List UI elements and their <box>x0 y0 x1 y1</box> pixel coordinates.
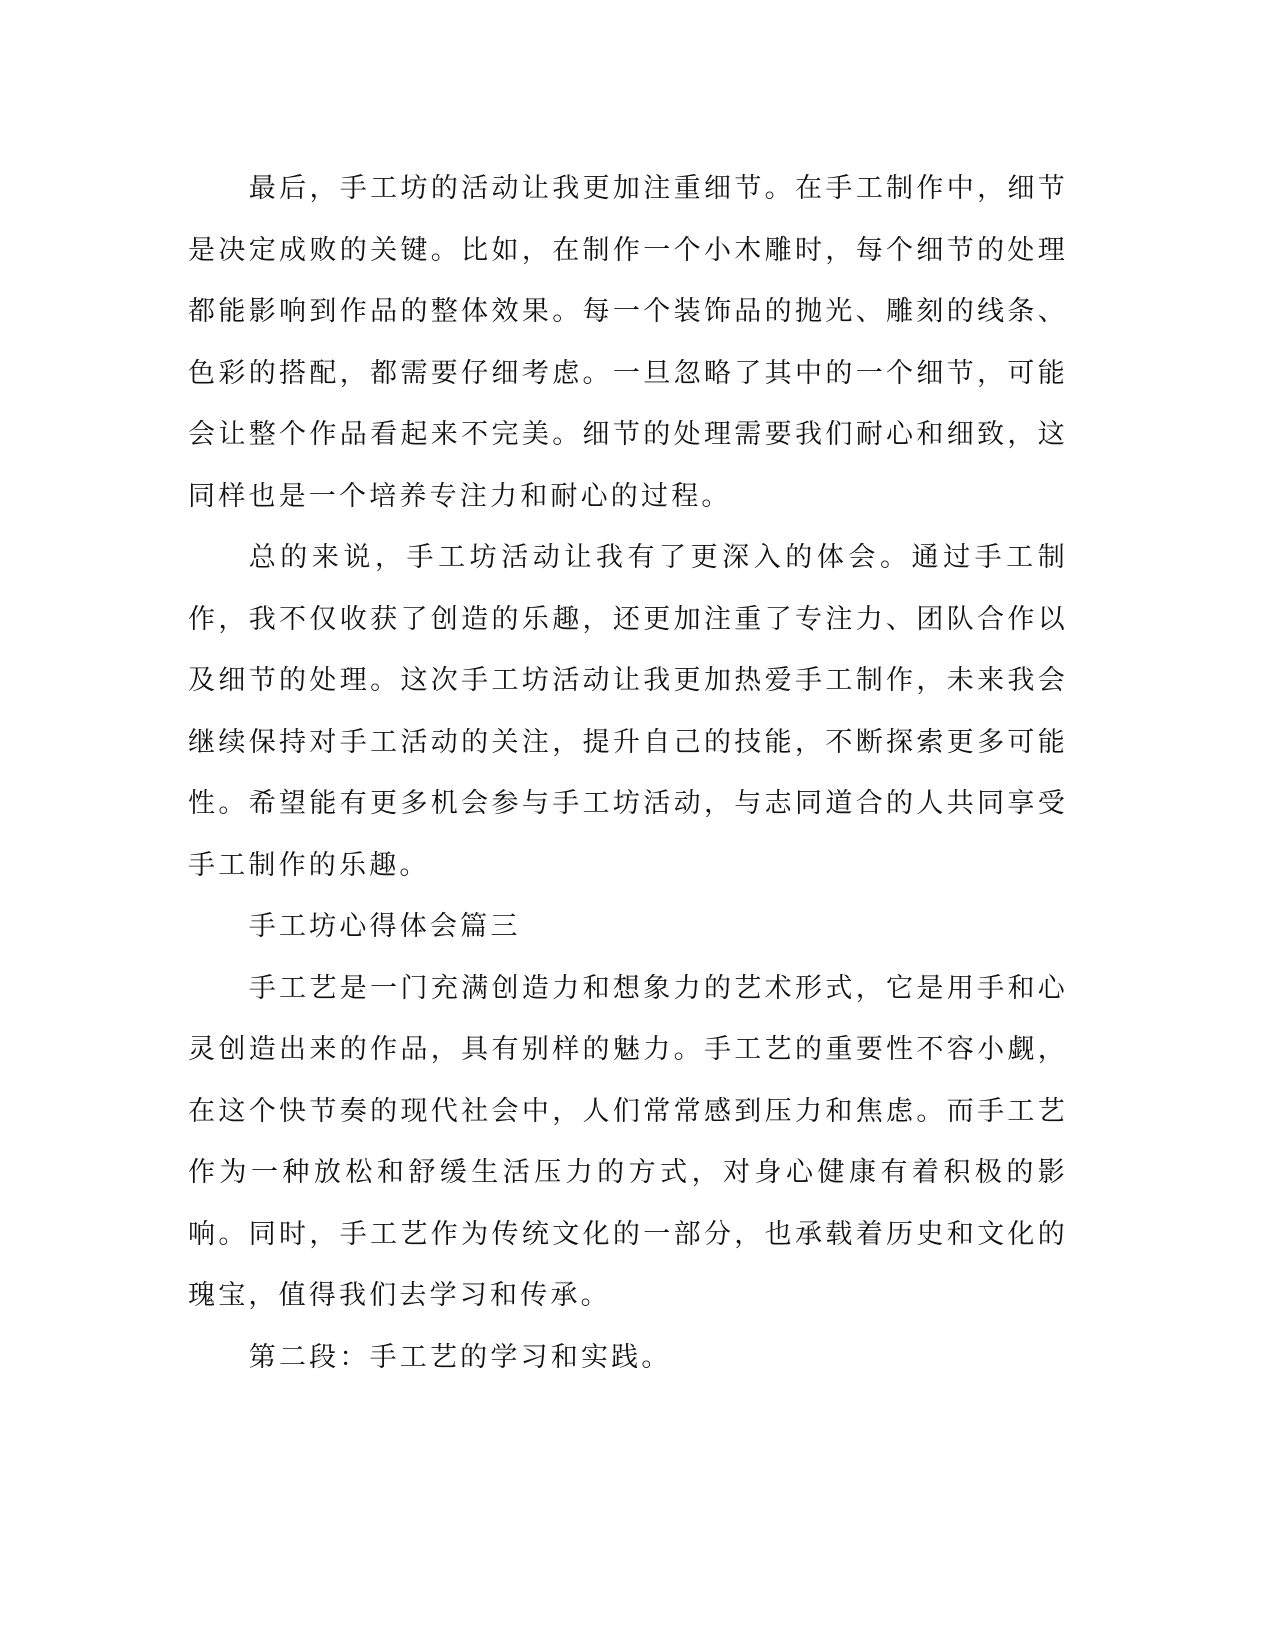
document-body <box>188 158 1068 1388</box>
paragraph-details: 最后，手工坊的活动让我更加注重细节。在手工制作中，细节是决定成败的关键。比如，在制作一个小木雕时，每个细节的处理都能影响到作品的整体效果。每一个装饰品的抛光、雕刻的线条、色彩的搭配，都需要仔细考虑。一旦忽略了其中的一个细节，可能会让整个作品看起来不完美。细节的处理需要我们耐心和细致，这同样也是一个培养专注力和耐心的过程。 <box>188 173 1068 512</box>
section-heading: 手工坊心得体会篇三 <box>248 911 521 942</box>
paragraph-craft-intro: 手工艺是一门充满创造力和想象力的艺术形式，它是用手和心灵创造出来的作品，具有别样的魅力。手工艺的重要性不容小觑，在这个快节奏的现代社会中，人们常常感到压力和焦虑。而手工艺作为一种放松和舒缓生活压力的方式，对身心健康有着积极的影响。同时，手工艺作为传统文化的一部分，也承载着历史和文化的瑰宝，值得我们去学习和传承。 <box>188 972 1068 1311</box>
paragraph-second-section-title: 第二段：手工艺的学习和实践。 <box>248 1341 672 1373</box>
paragraph-summary: 总的来说，手工坊活动让我有了更深入的体会。通过手工制作，我不仅收获了创造的乐趣，还更加注重了专注力、团队合作以及细节的处理。这次手工坊活动让我更加热爱手工制作，未来我会继续保持对手工活动的关注，提升自己的技能，不断探索更多可能性。希望能有更多机会参与手工坊活动，与志同道合的人共同享受手工制作的乐趣。 <box>188 542 1068 881</box>
